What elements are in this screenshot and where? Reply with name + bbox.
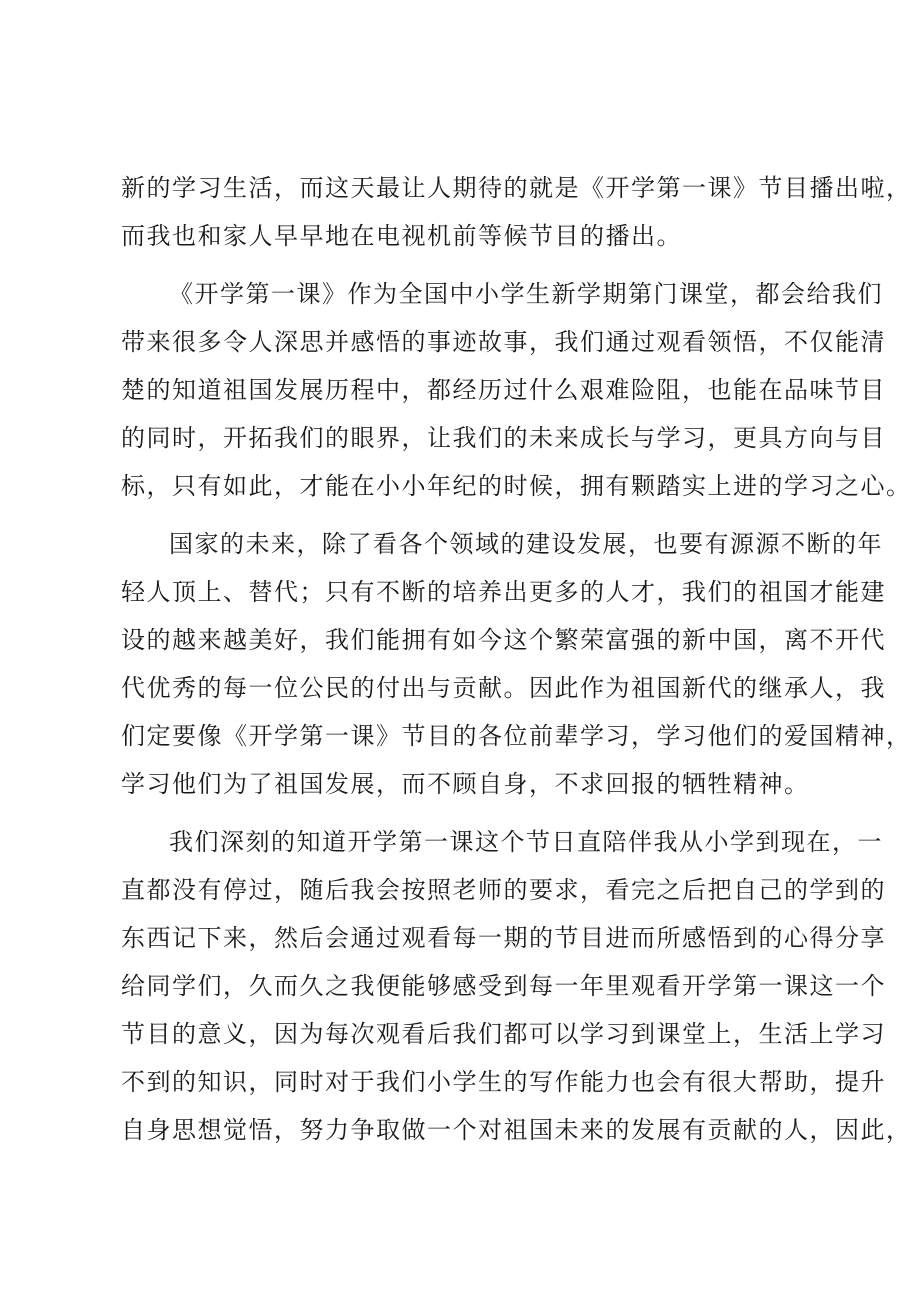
paragraph-line: 《开学第一课》作为全国中小学生新学期第门课堂，都会给我们: [169, 280, 883, 308]
paragraph-line: 带来很多令人深思并感悟的事迹故事，我们通过观看领悟，不仅能清: [121, 328, 886, 356]
paragraph-line: 给同学们，久而久之我便能够感受到每一年里观看开学第一课这一个: [121, 972, 886, 1000]
paragraph-line: 的同时，开拓我们的眼界，让我们的未来成长与学习，更具方向与目: [121, 424, 886, 452]
paragraph-line: 新的学习生活，而这天最让人期待的就是《开学第一课》节目播出啦，: [121, 174, 912, 202]
paragraph-line: 直都没有停过，随后我会按照老师的要求，看完之后把自己的学到的: [121, 876, 886, 904]
paragraph-line: 节目的意义，因为每次观看后我们都可以学习到课堂上，生活上学习: [121, 1020, 886, 1048]
paragraph-line: 自身思想觉悟，努力争取做一个对祖国未来的发展有贡献的人，因此，: [121, 1116, 912, 1144]
paragraph-line: 我们深刻的知道开学第一课这个节日直陪伴我从小学到现在，一: [169, 828, 883, 856]
paragraph-line: 设的越来越美好，我们能拥有如今这个繁荣富强的新中国，离不开代: [121, 626, 886, 654]
paragraph-4: [121, 818, 912, 1154]
paragraph-line: 东西记下来，然后会通过观看每一期的节目进而所感悟到的心得分享: [121, 924, 886, 952]
paragraph-3: [121, 520, 912, 808]
paragraph-line: 标，只有如此，才能在小小年纪的时候，拥有颗踏实上进的学习之心。: [121, 472, 912, 500]
paragraph-line: 楚的知道祖国发展历程中，都经历过什么艰难险阻，也能在品味节目: [121, 376, 886, 404]
paragraph-line: 代优秀的每一位公民的付出与贡献。因此作为祖国新代的继承人，我: [121, 674, 886, 702]
paragraph-line: 国家的未来，除了看各个领域的建设发展，也要有源源不断的年: [169, 530, 883, 558]
paragraph-line: 学习他们为了祖国发展，而不顾自身，不求回报的牺牲精神。: [121, 770, 810, 798]
document-body: [121, 164, 912, 1154]
paragraph-line: 不到的知识，同时对于我们小学生的写作能力也会有很大帮助，提升: [121, 1068, 886, 1096]
paragraph-2: [121, 270, 912, 510]
paragraph-line: 而我也和家人早早地在电视机前等候节目的播出。: [121, 222, 682, 250]
paragraph-line: 们定要像《开学第一课》节目的各位前辈学习，学习他们的爱国精神，: [121, 722, 912, 750]
paragraph-1: [121, 164, 912, 260]
paragraph-line: 轻人顶上、替代；只有不断的培养出更多的人才，我们的祖国才能建: [121, 578, 886, 606]
